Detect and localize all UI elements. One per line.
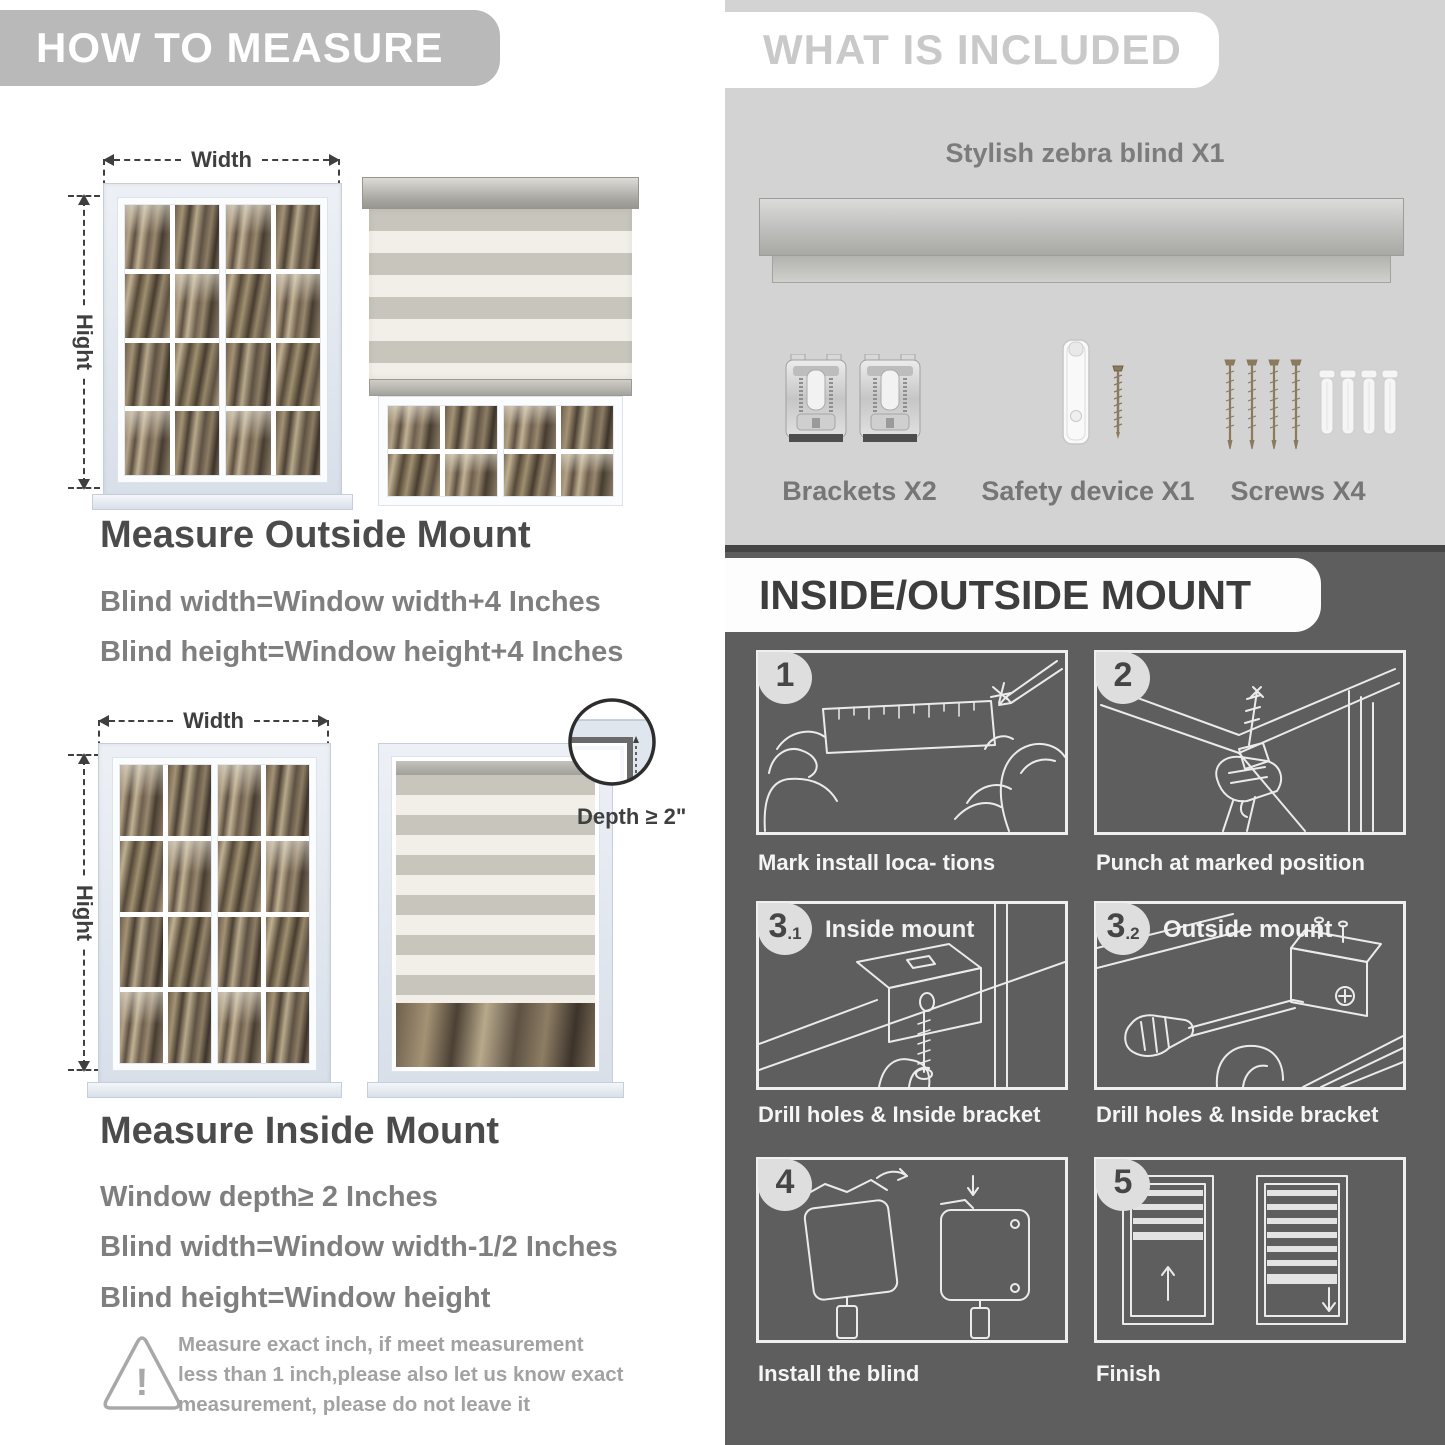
step-badge: 3 .1 [758, 903, 812, 955]
screws-caption: Screws X4 [1230, 476, 1366, 506]
window-pane [388, 406, 440, 449]
step-badge: 4 [758, 1159, 812, 1211]
window-pane [120, 841, 163, 912]
outside-mount-title: Measure Outside Mount [100, 514, 531, 556]
inside-mount-formula-width: Blind width=Window width-1/2 Inches [100, 1231, 618, 1263]
window-pane [276, 274, 321, 338]
zebra-blind-illustration-inside [378, 743, 613, 1085]
step-badge: 2 [1096, 652, 1150, 704]
window-pane [226, 205, 271, 269]
window-casement [217, 764, 310, 1064]
window-pane [218, 765, 261, 836]
brackets-caption: Brackets X2 [782, 476, 937, 506]
mount-header: INSIDE/OUTSIDE MOUNT [725, 558, 1321, 632]
window-pane [168, 765, 211, 836]
what-is-included-panel [725, 0, 1445, 545]
window-pane [226, 343, 271, 407]
safety-device-caption: Safety device X1 [981, 476, 1195, 506]
window-pane [125, 343, 170, 407]
window-pane [218, 917, 261, 988]
window-below-blind [378, 396, 623, 506]
height-arrow-outside [72, 196, 97, 488]
blind-cassette [362, 177, 639, 209]
window-pane [226, 274, 271, 338]
outside-mount-formula-height: Blind height=Window height+4 Inches [100, 636, 624, 668]
window-pane [168, 917, 211, 988]
screws-and-anchors-icon [1223, 356, 1401, 454]
width-label: Width [191, 147, 252, 172]
height-label: Hight [71, 876, 97, 948]
window-pane [226, 411, 271, 475]
width-arrow-inside [98, 708, 329, 733]
window-glass [396, 1003, 595, 1067]
window-pane [266, 841, 309, 912]
inside-mount-formula-height: Blind height=Window height [100, 1282, 491, 1314]
window-pane [218, 992, 261, 1063]
inside-mount-rule-depth: Window depth≥ 2 Inches [100, 1181, 438, 1213]
window-pane [168, 841, 211, 912]
window-pane [266, 992, 309, 1063]
width-arrow-outside [103, 147, 340, 172]
measure-warning-text: Measure exact inch, if meet measurement less than 1 inch,please also let us know exact measurement, please do not leave it [178, 1333, 624, 1416]
window-pane [504, 406, 556, 449]
what-is-included-header: WHAT IS INCLUDED [725, 12, 1219, 88]
width-label: Width [183, 708, 244, 733]
window-sill [367, 1082, 624, 1098]
window-pane [175, 343, 220, 407]
window-casement [124, 204, 220, 476]
window-pane [276, 343, 321, 407]
window-sill [92, 494, 353, 510]
window-casement [225, 204, 321, 476]
step-panel-4 [756, 1157, 1068, 1343]
window-pane [125, 205, 170, 269]
window-pane [168, 992, 211, 1063]
window-pane [266, 917, 309, 988]
window-pane [561, 454, 613, 497]
screw-icon [1111, 362, 1125, 440]
window-pane [388, 454, 440, 497]
how-to-measure-header: HOW TO MEASURE [0, 10, 500, 86]
step-panel-3-1 [756, 901, 1068, 1090]
window-illustration-inside [98, 743, 331, 1085]
section-divider [725, 545, 1445, 552]
window-pane [266, 765, 309, 836]
warning-triangle-icon [100, 1333, 184, 1420]
window-pane [445, 454, 497, 497]
window-pane [125, 411, 170, 475]
safety-device-icon [1057, 338, 1099, 450]
step-panel-2 [1094, 650, 1406, 835]
window-pane [175, 411, 220, 475]
window-casement [119, 764, 212, 1064]
height-label: Hight [71, 306, 97, 378]
window-pane [218, 841, 261, 912]
step-caption-5: Finish [1096, 1361, 1161, 1386]
step-caption-3-1: Drill holes & Inside bracket [758, 1102, 1041, 1127]
window-pane [561, 406, 613, 449]
window-pane [175, 205, 220, 269]
step-badge: 5 [1096, 1159, 1150, 1211]
depth-label: Depth ≥ 2" [577, 804, 687, 829]
outside-mount-formula-width: Blind width=Window width+4 Inches [100, 586, 601, 618]
zebra-blind-illustration-outside [362, 177, 639, 506]
blind-fabric-stripes [396, 775, 595, 1003]
window-pane [504, 454, 556, 497]
step-panel-5 [1094, 1157, 1406, 1343]
bracket-icon [783, 354, 849, 448]
step-badge: 3 .2 [1096, 903, 1150, 955]
mount-instructions-panel [725, 545, 1445, 1445]
depth-magnifier-icon [566, 696, 658, 793]
window-pane [120, 917, 163, 988]
bracket-icon [857, 354, 923, 448]
step-panel-3-2 [1094, 901, 1406, 1090]
window-pane [445, 406, 497, 449]
step-caption-1: Mark install loca- tions [758, 850, 996, 875]
step-caption-2: Punch at marked position [1096, 850, 1365, 875]
window-sill [87, 1082, 342, 1098]
zebra-blind-headrail-image [759, 198, 1404, 283]
included-blind-label: Stylish zebra blind X1 [945, 138, 1225, 168]
blind-bottom-rail [369, 379, 632, 396]
step-panel-1 [756, 650, 1068, 835]
step-caption-4: Install the blind [758, 1361, 920, 1386]
svg-text:!: ! [135, 1362, 149, 1404]
step-caption-3-2: Drill holes & Inside bracket [1096, 1102, 1379, 1127]
window-pane [120, 765, 163, 836]
blind-fabric-stripes [369, 209, 632, 379]
window-pane [125, 274, 170, 338]
inside-mount-title: Measure Inside Mount [100, 1110, 500, 1152]
step-title-inside-mount: Inside mount [825, 916, 975, 943]
step-badge: 1 [758, 652, 812, 704]
window-pane [276, 411, 321, 475]
step-title-outside-mount: Outside mount [1163, 916, 1333, 943]
window-illustration-outside [103, 183, 342, 497]
window-pane [120, 992, 163, 1063]
window-pane [175, 274, 220, 338]
window-pane [276, 205, 321, 269]
height-arrow-inside [72, 755, 97, 1070]
